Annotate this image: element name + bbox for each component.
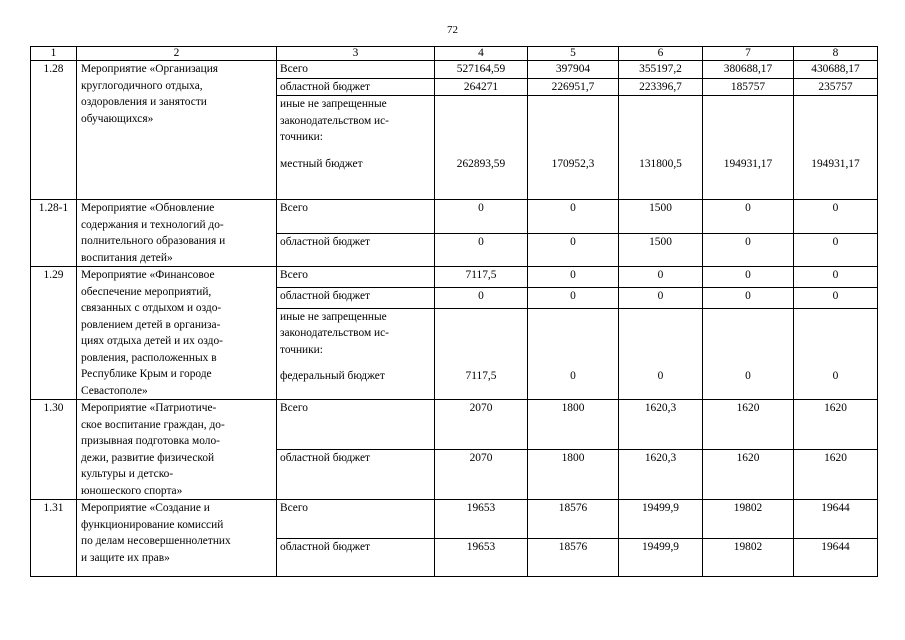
description-line: культуры и детско-	[81, 468, 174, 480]
value-cell: 0	[435, 200, 528, 234]
row-number: 1.28-1	[31, 200, 77, 267]
value-cell: 235757	[794, 78, 878, 96]
value-cell: 0	[794, 308, 878, 399]
value-cell: 194931,17	[703, 96, 794, 200]
value-cell: 170952,3	[528, 96, 619, 200]
value-cell: 19644	[794, 538, 878, 577]
row-number: 1.28	[31, 61, 77, 200]
value-cell: 0	[794, 200, 878, 234]
value-cell: 262893,59	[435, 96, 528, 200]
value-cell: 19653	[435, 500, 528, 539]
source-label: областной бюджет	[277, 233, 435, 267]
value-cell: 0	[703, 308, 794, 399]
description-line: ское воспитание граждан, до-	[81, 418, 225, 431]
description-line: призывная подготовка моло-	[81, 435, 220, 447]
source-line: законодательством ис-	[280, 114, 389, 127]
header-cell: 3	[277, 47, 435, 61]
description-line: Севастополе»	[81, 384, 148, 397]
value-cell: 380688,17	[703, 61, 794, 79]
value-cell: 1800	[528, 400, 619, 450]
value-cell: 1620,3	[619, 400, 703, 450]
table-row	[31, 61, 878, 79]
value-cell: 0	[703, 200, 794, 234]
source-line: иные не запрещенные	[280, 98, 387, 110]
source-label: Всего	[277, 61, 435, 79]
value-cell: 19802	[703, 500, 794, 539]
description-line: циях отдыха детей и их оздо-	[81, 335, 223, 347]
source-line: точники:	[280, 131, 323, 143]
value-cell: 0	[528, 233, 619, 267]
header-cell: 8	[794, 47, 878, 61]
measure-description	[77, 200, 277, 267]
header-cell: 1	[31, 47, 77, 61]
value-cell: 194931,17	[794, 96, 878, 200]
value-cell: 19499,9	[619, 500, 703, 539]
source-label	[277, 308, 435, 399]
page-number: 72	[447, 24, 458, 36]
source-label	[277, 96, 435, 200]
source-label: Всего	[277, 267, 435, 288]
value-cell: 0	[528, 287, 619, 308]
description-line: оздоровления и занятости	[81, 96, 207, 108]
value-cell: 0	[794, 233, 878, 267]
description-line: функционирование комиссий	[81, 518, 224, 531]
value-cell: 1500	[619, 233, 703, 267]
source-line: федеральный бюджет	[280, 370, 385, 383]
source-line: иные не запрещенные	[280, 310, 387, 323]
header-cell: 5	[528, 47, 619, 61]
description-line: по делам несовершеннолетних	[81, 535, 231, 547]
description-line: воспитания детей»	[81, 251, 173, 264]
source-label: областной бюджет	[277, 78, 435, 96]
value-cell: 2070	[435, 400, 528, 450]
source-label: областной бюджет	[277, 538, 435, 577]
header-cell: 4	[435, 47, 528, 61]
source-label: Всего	[277, 400, 435, 450]
value-cell: 0	[528, 267, 619, 288]
value-cell: 7117,5	[435, 308, 528, 399]
value-cell: 1500	[619, 200, 703, 234]
description-line: Мероприятие «Создание и	[81, 502, 210, 514]
source-label: Всего	[277, 200, 435, 234]
value-cell: 264271	[435, 78, 528, 96]
value-cell: 0	[619, 287, 703, 308]
source-line: законодательством ис-	[280, 327, 389, 340]
description-line: Мероприятие «Организация	[81, 63, 219, 75]
value-cell: 0	[619, 308, 703, 399]
measure-description	[77, 400, 277, 500]
value-cell: 18576	[528, 500, 619, 539]
value-cell: 19644	[794, 500, 878, 539]
source-label: областной бюджет	[277, 287, 435, 308]
description-line: Мероприятие «Патриотиче-	[81, 402, 217, 414]
value-cell: 1620	[794, 450, 878, 500]
description-line: ровлением детей в организа-	[81, 318, 221, 331]
description-line: содержания и технологий до-	[81, 218, 224, 231]
measure-description	[77, 500, 277, 577]
measure-description	[77, 61, 277, 200]
value-cell: 1620	[703, 400, 794, 450]
value-cell: 0	[703, 267, 794, 288]
table-row	[31, 500, 878, 539]
value-cell: 527164,59	[435, 61, 528, 79]
table-row	[31, 200, 878, 234]
source-line: местный бюджет	[280, 157, 363, 170]
value-cell: 19499,9	[619, 538, 703, 577]
value-cell: 226951,7	[528, 78, 619, 96]
table-row	[31, 267, 878, 288]
description-line: полнительного образования и	[81, 235, 226, 247]
header-row	[31, 47, 878, 61]
row-number: 1.31	[31, 500, 77, 577]
value-cell: 355197,2	[619, 61, 703, 79]
header-cell: 6	[619, 47, 703, 61]
description-line: дежи, развитие физической	[81, 451, 215, 464]
source-label: областной бюджет	[277, 450, 435, 500]
value-cell: 131800,5	[619, 96, 703, 200]
value-cell: 0	[619, 267, 703, 288]
value-cell: 7117,5	[435, 267, 528, 288]
description-line: Мероприятие «Финансовое	[81, 269, 215, 281]
value-cell: 0	[435, 233, 528, 267]
header-cell: 2	[77, 47, 277, 61]
description-line: обеспечение мероприятий,	[81, 285, 212, 298]
description-line: Мероприятие «Обновление	[81, 202, 215, 214]
description-line: Республике Крым и городе	[81, 368, 212, 380]
description-line: юношеского спорта»	[81, 484, 183, 497]
value-cell: 0	[703, 233, 794, 267]
value-cell: 1620	[794, 400, 878, 450]
value-cell: 0	[528, 200, 619, 234]
value-cell: 19802	[703, 538, 794, 577]
value-cell: 2070	[435, 450, 528, 500]
value-cell: 430688,17	[794, 61, 878, 79]
header-cell: 7	[703, 47, 794, 61]
row-number: 1.29	[31, 267, 77, 400]
value-cell: 18576	[528, 538, 619, 577]
table-row	[31, 400, 878, 450]
value-cell: 1800	[528, 450, 619, 500]
description-line: круглогодичного отдыха,	[81, 79, 203, 92]
description-line: и защите их прав»	[81, 551, 170, 564]
value-cell: 185757	[703, 78, 794, 96]
value-cell: 1620,3	[619, 450, 703, 500]
row-number: 1.30	[31, 400, 77, 500]
value-cell: 0	[528, 308, 619, 399]
value-cell: 1620	[703, 450, 794, 500]
source-line: точники:	[280, 343, 323, 356]
budget-table	[30, 46, 878, 577]
value-cell: 397904	[528, 61, 619, 79]
description-line: обучающихся»	[81, 112, 154, 125]
measure-description	[77, 267, 277, 400]
value-cell: 0	[794, 267, 878, 288]
value-cell: 0	[703, 287, 794, 308]
description-line: связанных с отдыхом и оздо-	[81, 302, 222, 314]
description-line: ровления, расположенных в	[81, 351, 217, 364]
value-cell: 223396,7	[619, 78, 703, 96]
source-label: Всего	[277, 500, 435, 539]
value-cell: 19653	[435, 538, 528, 577]
value-cell: 0	[794, 287, 878, 308]
value-cell: 0	[435, 287, 528, 308]
